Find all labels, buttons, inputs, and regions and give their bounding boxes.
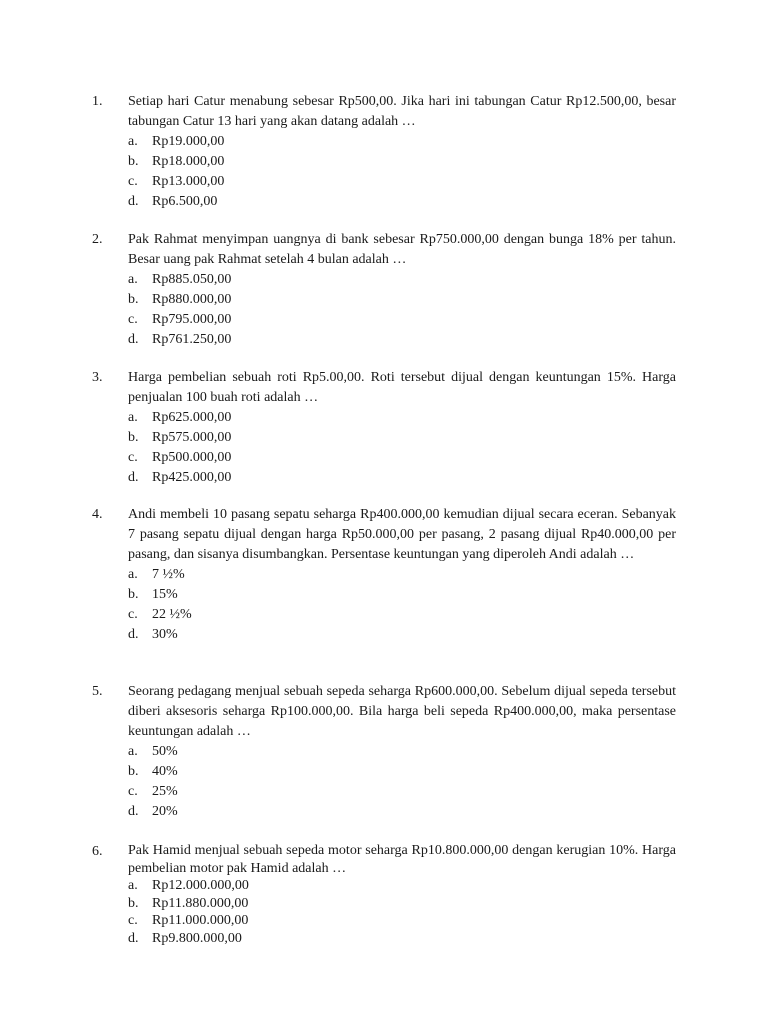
option-b bbox=[128, 895, 676, 913]
option-text: 15% bbox=[152, 587, 178, 602]
option-text: 50% bbox=[152, 744, 178, 759]
question-6 bbox=[92, 842, 676, 947]
option-letter: d. bbox=[128, 804, 139, 819]
option-text: Rp761.250,00 bbox=[152, 332, 232, 347]
option-letter: d. bbox=[128, 194, 139, 209]
option-text: Rp11.000.000,00 bbox=[152, 913, 249, 928]
option-a bbox=[128, 742, 676, 762]
option-letter: b. bbox=[128, 764, 139, 779]
option-list bbox=[128, 877, 676, 947]
option-c bbox=[128, 172, 676, 192]
question-text: Seorang pedagang menjual sebuah sepeda seharga Rp600.000,00. Sebelum dijual sepeda tersebut diberi aksesoris seharga Rp100.000,00. Bila harga beli sepeda Rp400.000,00, maka persentase keuntungan adalah … bbox=[128, 684, 676, 739]
option-d bbox=[128, 192, 676, 212]
option-text: Rp19.000,00 bbox=[152, 134, 225, 149]
option-d bbox=[128, 468, 676, 488]
option-letter: a. bbox=[128, 744, 138, 759]
question-text: Andi membeli 10 pasang sepatu seharga Rp400.000,00 kemudian dijual secara eceran. Sebanyak 7 pasang sepatu dijual dengan harga Rp50.000,00 per pasang, 2 pasang dijual Rp40.000,00 per pasang, dan sisanya disumbangkan. Persentase keuntungan yang diperoleh Andi adalah … bbox=[128, 507, 676, 562]
option-letter: b. bbox=[128, 292, 139, 307]
option-a bbox=[128, 565, 676, 585]
option-b bbox=[128, 290, 676, 310]
option-b bbox=[128, 585, 676, 605]
option-letter: a. bbox=[128, 878, 138, 893]
question-number: 1. bbox=[92, 94, 103, 109]
option-a bbox=[128, 270, 676, 290]
option-a bbox=[128, 132, 676, 152]
question-text: Setiap hari Catur menabung sebesar Rp500,00. Jika hari ini tabungan Catur Rp12.500,00, besar tabungan Catur 13 hari yang akan datang adalah … bbox=[128, 94, 676, 129]
option-text: Rp625.000,00 bbox=[152, 410, 232, 425]
option-letter: a. bbox=[128, 272, 138, 287]
option-d bbox=[128, 330, 676, 350]
option-letter: a. bbox=[128, 134, 138, 149]
question-3 bbox=[92, 368, 676, 488]
option-letter: c. bbox=[128, 913, 138, 928]
option-letter: b. bbox=[128, 154, 139, 169]
question-1 bbox=[92, 92, 676, 212]
option-b bbox=[128, 428, 676, 448]
question-number: 4. bbox=[92, 507, 103, 522]
option-text: Rp880.000,00 bbox=[152, 292, 232, 307]
option-text: Rp9.800.000,00 bbox=[152, 930, 242, 946]
option-text: 22 ½% bbox=[152, 607, 192, 622]
question-number: 6. bbox=[92, 844, 103, 859]
option-d bbox=[128, 930, 676, 948]
option-b bbox=[128, 762, 676, 782]
option-text: Rp575.000,00 bbox=[152, 430, 232, 445]
option-c bbox=[128, 310, 676, 330]
option-text: Rp18.000,00 bbox=[152, 154, 225, 169]
option-letter: a. bbox=[128, 410, 138, 425]
option-list bbox=[128, 132, 676, 212]
option-letter: d. bbox=[128, 332, 139, 347]
question-text: Harga pembelian sebuah roti Rp5.00,00. Roti tersebut dijual dengan keuntungan 15%. Harga penjualan 100 buah roti adalah … bbox=[128, 370, 676, 405]
option-letter: b. bbox=[128, 895, 139, 911]
option-letter: d. bbox=[128, 470, 139, 485]
option-list bbox=[128, 270, 676, 350]
question-4 bbox=[92, 505, 676, 645]
option-letter: c. bbox=[128, 312, 138, 327]
question-number: 2. bbox=[92, 232, 103, 247]
option-text: Rp13.000,00 bbox=[152, 174, 225, 189]
option-text: 25% bbox=[152, 784, 178, 799]
option-letter: c. bbox=[128, 450, 138, 465]
option-letter: c. bbox=[128, 784, 138, 799]
option-letter: b. bbox=[128, 430, 139, 445]
question-text: Pak Rahmat menyimpan uangnya di bank sebesar Rp750.000,00 dengan bunga 18% per tahun. Besar uang pak Rahmat setelah 4 bulan adalah … bbox=[128, 232, 676, 267]
question-number: 3. bbox=[92, 370, 103, 385]
option-a bbox=[128, 877, 676, 895]
option-text: 20% bbox=[152, 804, 178, 819]
option-list bbox=[128, 408, 676, 488]
option-list bbox=[128, 742, 676, 822]
option-letter: c. bbox=[128, 607, 138, 622]
option-letter: d. bbox=[128, 627, 139, 642]
question-text: Pak Hamid menjual sebuah sepeda motor seharga Rp10.800.000,00 dengan kerugian 10%. Harga pembelian motor pak Hamid adalah … bbox=[128, 843, 676, 876]
option-text: Rp425.000,00 bbox=[152, 470, 232, 485]
option-text: Rp500.000,00 bbox=[152, 450, 232, 465]
option-c bbox=[128, 782, 676, 802]
option-b bbox=[128, 152, 676, 172]
question-number: 5. bbox=[92, 684, 103, 699]
option-text: 7 ½% bbox=[152, 567, 185, 582]
option-text: Rp6.500,00 bbox=[152, 194, 218, 209]
option-a bbox=[128, 408, 676, 428]
option-text: Rp795.000,00 bbox=[152, 312, 232, 327]
option-c bbox=[128, 912, 676, 930]
option-d bbox=[128, 625, 676, 645]
option-d bbox=[128, 802, 676, 822]
option-c bbox=[128, 448, 676, 468]
option-text: 30% bbox=[152, 627, 178, 642]
option-letter: b. bbox=[128, 587, 139, 602]
question-5 bbox=[92, 682, 676, 822]
option-letter: d. bbox=[128, 930, 139, 946]
option-text: 40% bbox=[152, 764, 178, 779]
option-letter: c. bbox=[128, 174, 138, 189]
option-letter: a. bbox=[128, 567, 138, 582]
question-2 bbox=[92, 230, 676, 350]
option-text: Rp11.880.000,00 bbox=[152, 895, 249, 911]
option-text: Rp885.050,00 bbox=[152, 272, 232, 287]
option-c bbox=[128, 605, 676, 625]
option-text: Rp12.000.000,00 bbox=[152, 878, 249, 893]
option-list bbox=[128, 565, 676, 645]
